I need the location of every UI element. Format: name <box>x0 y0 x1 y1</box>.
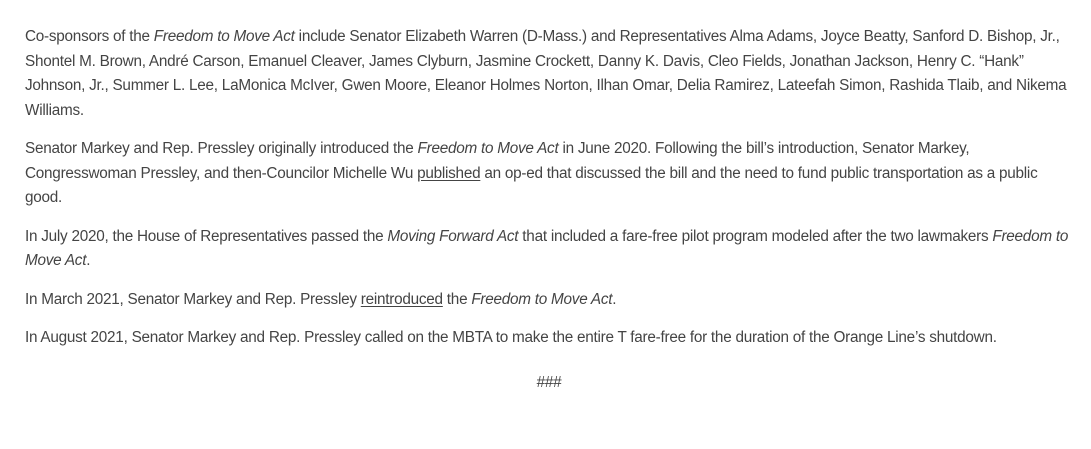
text-segment: In July 2020, the House of Representatives passed the <box>25 227 388 245</box>
bill-title: Freedom to Move Act <box>471 290 613 308</box>
text-segment: In March 2021, Senator Markey and Rep. Pressley <box>25 290 361 308</box>
text-segment: In August 2021, Senator Markey and Rep. Pressley called on the MBTA to make the entire T fare-free for the duration of the Orange Line’s shutdown. <box>25 329 997 346</box>
bill-title: Freedom to Move Act <box>153 28 295 45</box>
text-segment: . <box>612 290 617 308</box>
reintroduced-link[interactable]: reintroduced <box>360 290 443 308</box>
paragraph-reintroduction <box>25 288 1077 313</box>
text-segment: an op-ed that discussed the bill and the need to fund public transportation as a public good. <box>25 164 1038 206</box>
end-mark: ### <box>536 373 562 391</box>
paragraph-cosponsors <box>25 25 1077 123</box>
bill-title: Moving Forward Act <box>387 227 519 245</box>
text-segment: that included a fare-free pilot program modeled after the two lawmakers <box>518 227 993 245</box>
text-segment: in June 2020. Following the bill’s introduction, Senator Markey, Congresswoman Pressley, and then-Councilor Michelle Wu <box>25 140 970 182</box>
text-segment: Senator Markey and Rep. Pressley originally introduced the <box>25 140 418 157</box>
published-link[interactable]: published <box>417 164 481 182</box>
paragraph-introduction <box>25 137 1077 211</box>
paragraph-house-passage <box>25 225 1077 274</box>
text-segment: the <box>442 290 472 308</box>
bill-title: Freedom to Move Act <box>25 227 1069 269</box>
bill-title: Freedom to Move Act <box>417 140 559 157</box>
paragraph-mbta-call <box>25 326 1077 351</box>
text-segment: include Senator Elizabeth Warren (D-Mass.) and Representatives Alma Adams, Joyce Beatty, Sanford D. Bishop, Jr., Shontel M. Brown, André Carson, Emanuel Cleaver, James Clyburn, Jasmine Crockett, Danny K. Davis, Cleo Fields, Jonathan Jackson, Henry C. “Hank” Johnson, Jr., Summer L. Lee, LaMonica McIver, Gwen Moore, Eleanor Holmes Norton, Ilhan Omar, Delia Ramirez, Lateefah Simon, Rashida Tlaib, and Nikema Williams. <box>25 28 1067 119</box>
text-segment: . <box>86 252 91 269</box>
text-segment: Co-sponsors of the <box>25 28 154 45</box>
